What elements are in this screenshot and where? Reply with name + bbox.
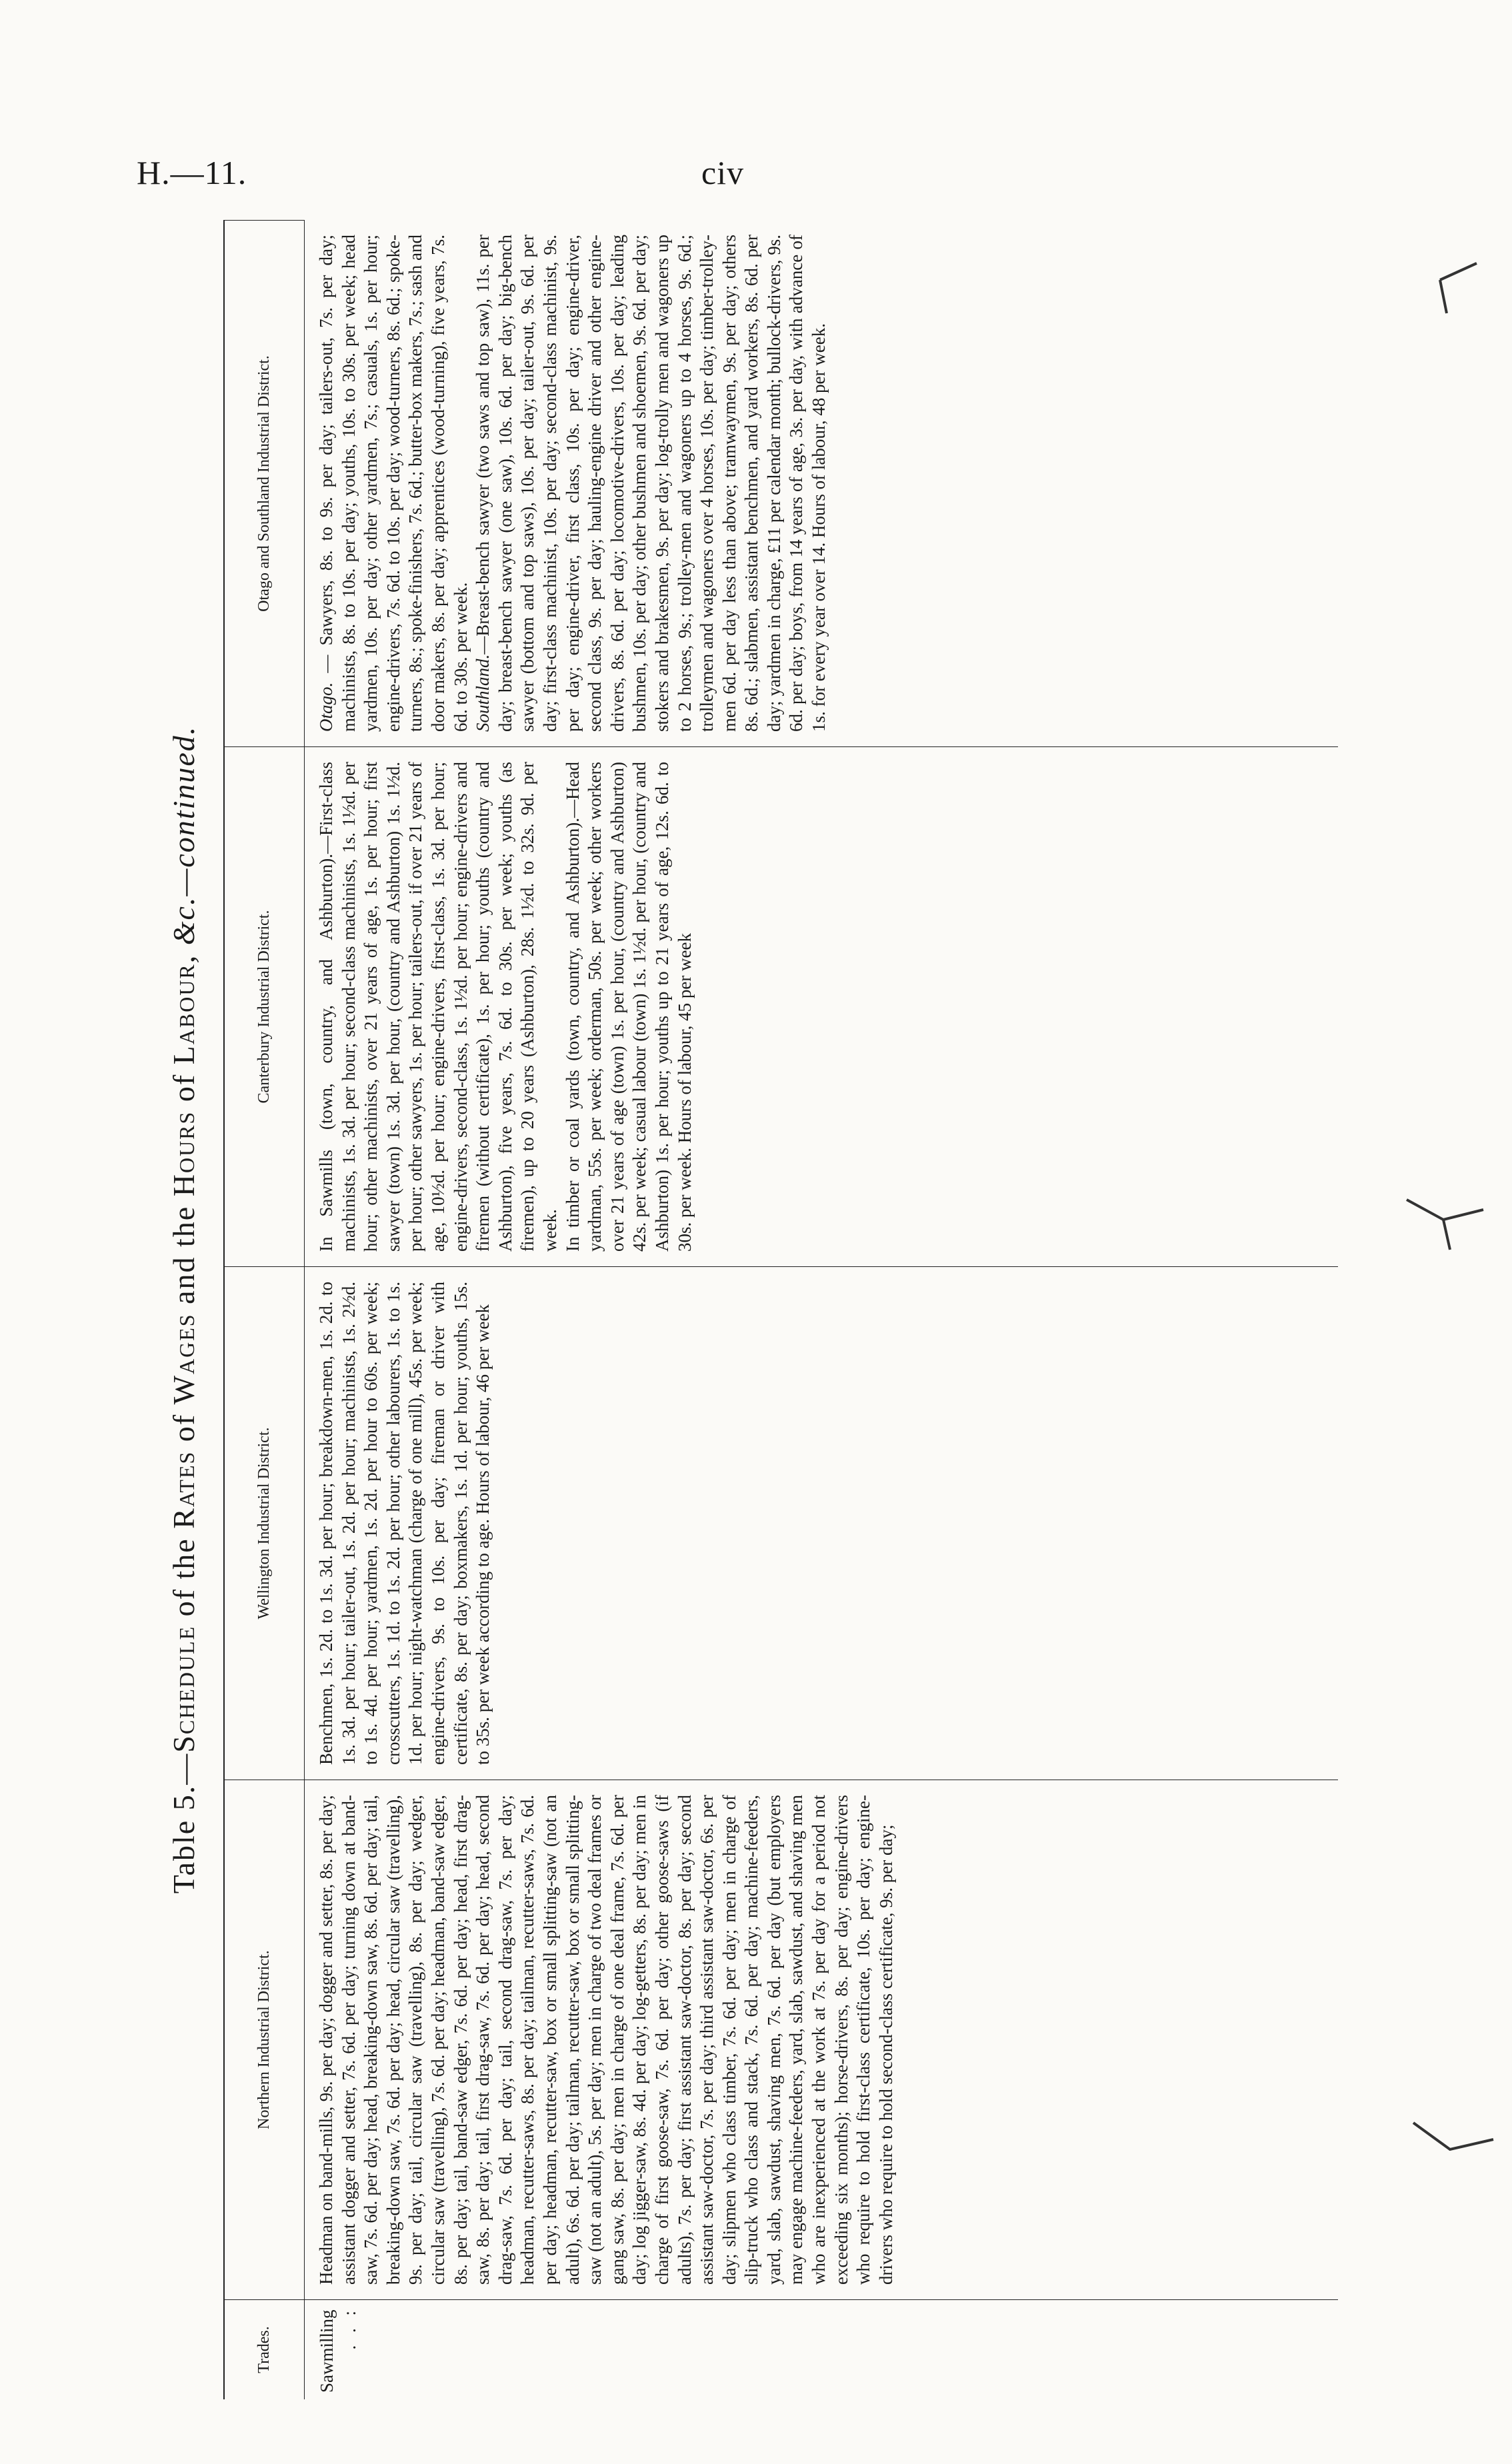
caption-join-1: of the xyxy=(166,1528,201,1626)
southland-rates xyxy=(472,235,831,732)
column-header-wellington: Wellington Industrial District. xyxy=(225,1266,305,1780)
caption-prefix: Table 5.— xyxy=(166,1752,201,1894)
northern-cell xyxy=(305,1780,1338,2299)
margin-tick-mark xyxy=(1440,263,1477,313)
column-header-northern: Northern Industrial District. xyxy=(225,1780,305,2299)
caption-join-3: and the xyxy=(166,1196,201,1314)
wellington-cell xyxy=(305,1266,1338,1780)
otago-rates-text: — Sawyers, 8s. to 9s. per day; tailers-out, 7s. per day; machinists, 8s. to 10s. per day; youths, 10s. to 30s. per week; head yardmen, 10s. per day; other yardmen, 7s.; casuals, 1s. per hour; engine-drivers, 7s. 6d. to 10s. per day; wood-turners, 8s. 6d.; spoke-turners, 8s.; spoke-finishers, 7s. 6d.; butter-box makers, 7s.; sash and door makers, 8s. per day; apprentices (wood-turning), five years, 7s. 6d. to 30s. per week. xyxy=(316,235,471,732)
southland-rates-text: —Breast-bench sawyer (two saws and top saw), 11s. per day; breast-bench sawyer (one saw), 10s. 6d. per day; big-bench sawyer (bottom and top saws), 10s. per day; tailer-out, 9s. 6d. per day; first-class machinist, 10s. per day; second-class machinist, 9s. per day; engine-driver, first class, 10s. per day; engine-driver, second class, 9s. per day; hauling-engine driver and other engine-drivers, 8s. 6d. per day; locomotive-drivers, 10s. per day; leading bushmen, 10s. per day; other bushmen and shoemen, 9s. 6d. per day; stokers and brakesmen, 9s. per day; log-trolly men and wagoners up to 2 horses, 9s.; trolley-men and wagoners up to 4 horses, 9s. 6d.; trolleymen and wagoners over 4 horses, 10s. per day; timber-trolley-men 6d. per day less than above; tramwaymen, 9s. per day; others 8s. 6d.; slabmen, assistant benchmen, and yard workers, 8s. 6d. per day; yardmen in charge, £11 per calendar month; bullock-drivers, 9s. 6d. per day; boys, from 14 years of age, 3s. per day, with advance of 1s. for every year over 14. Hours of labour, 48 per week. xyxy=(473,235,829,732)
otago-rates xyxy=(315,235,472,732)
trade-name: Sawmilling xyxy=(317,2309,337,2393)
canterbury-sawmills-rates: In Sawmills (town, country, and Ashburton).—First-class machinists, 1s. 3d. per hour; second-class machinists, 1s. 1½d. per hour; other machinists, over 21 years of age, 1s. per hour; first sawyer (town) 1s. 3d. per hour, (country and Ashburton) 1s. 1½d. per hour; other sawyers, 1s. per hour; tailers-out, if over 21 years of age, 10½d. per hour; engine-drivers, first-class, 1s. 3d. per hour; engine-drivers, second-class, 1s. 1½d. per hour; engine-drivers and firemen (without certificate), 1s. per hour; youths (country and Ashburton), five years, 7s. 6d. to 30s. per week; youths (as firemen), up to 20 years (Ashburton), 28s. 1½d. to 32s. 9d. per week. xyxy=(316,762,560,1252)
caption-word-labour: Labour xyxy=(166,963,201,1065)
column-header-otago-southland: Otago and Southland Industrial District. xyxy=(225,220,305,746)
trade-cell xyxy=(305,2299,1338,2399)
column-header-canterbury: Canterbury Industrial District. xyxy=(225,746,305,1266)
caption-word-hours: Hours xyxy=(166,1110,201,1197)
wages-table xyxy=(223,220,1338,2399)
rotated-table xyxy=(150,220,1343,2399)
caption-join-2: of xyxy=(166,1404,201,1451)
margin-tick-mark xyxy=(1407,1200,1483,1250)
canterbury-cell xyxy=(305,746,1338,1266)
rotated-table-region xyxy=(150,220,1343,2399)
column-header-trades: Trades. xyxy=(225,2299,305,2399)
otago-label: Otago. xyxy=(316,682,336,732)
margin-tick-mark xyxy=(1413,2123,1493,2149)
wellington-rates: Benchmen, 1s. 2d. to 1s. 3d. per hour; breakdown-men, 1s. 2d. to 1s. 3d. per hour; tailer-out, 1s. 2d. per hour; machinists, 1s. 2½d. to 1s. 4d. per hour; yardmen, 1s. 2d. per hour to 60s. per week; crosscutters, 1s. 1d. to 1s. 2d. per hour; other labourers, 1s. to 1s. 1d. per hour; night-watchman (charge of one mill), 45s. per week; engine-drivers, 9s. to 10s. per day; fireman or driver with certificate, 8s. per day; boxmakers, 1s. 1d. per hour; youths, 15s. to 35s. per week according to age. Hours of labour, 46 per week xyxy=(316,1282,493,1765)
caption-word-wages: Wages xyxy=(166,1313,201,1405)
trade-leader-dots: . . : xyxy=(339,2307,359,2350)
northern-rates: Headman on band-mills, 9s. per day; dogger and setter, 8s. per day; assistant dogger and setter, 7s. 6d. per day; turning down at band-saw, 7s. 6d. per day; head, breaking-down saw, 8s. 6d. per day; tail, breaking-down saw, 7s. 6d. per day; head, circular saw (travelling), 9s. per day; tail, circular saw (travelling), 8s. per day; wedger, circular saw (travelling), 7s. 6d. per day; headman, band-saw edger, 8s. per day; tail, band-saw edger, 7s. 6d. per day; head, first drag-saw, 8s. per day; tail, first drag-saw, 7s. 6d. per day; head, second drag-saw, 7s. 6d. per day; tail, second drag-saw, 7s. per day; headman, recutter-saws, 8s. per day; tailman, recutter-saws, 7s. 6d. per day; headman, recutter-saw, box or small splitting-saw (not an adult), 6s. 6d. per day; tailman, recutter-saw, box or small splitting-saw (not an adult), 5s. per day; men in charge of two deal frames or gang saw, 8s. per day; men in charge of one deal frame, 7s. 6d. per day; log jigger-saw, 8s. 4d. per day; log-getters, 8s. per day; men in charge of first goose-saw, 7s. 6d. per day; other goose-saws (if adults), 7s. per day; first assistant saw-doctor, 8s. per day; second assistant saw-doctor, 7s. per day; third assistant saw-doctor, 6s. per day; slipmen who class timber, 7s. 6d. per day; men in charge of slip-truck who class and stack, 7s. 6d. per day; machine-feeders, yard, slab, sawdust, shaving men, 7s. 6d. per day (but employers may engage machine-feeders, yard, slab, sawdust, and shaving men who are inexperienced at the work at 7s. per day for a period not exceeding six months); horse-drivers, 8s. per day; engine-drivers who require to hold first-class certificate, 10s. per day; engine-drivers who require to hold second-class certificate, 9s. per day; xyxy=(316,1795,896,2285)
canterbury-yards-rates: In timber or coal yards (town, country, and Ashburton).—Head yardman, 55s. per week; orderman, 50s. per week; other workers over 21 years of age (town) 1s. per hour, (country and Ashburton) 42s. per week; casual labour (town) 1s. 1½d. per hour, (country and Ashburton) 1s. per hour; youths up to 21 years of age, 12s. 6d. to 30s. per week. Hours of labour, 45 per week xyxy=(562,762,695,1252)
table-caption xyxy=(150,220,217,2399)
otago-southland-cell xyxy=(305,220,1338,746)
page-header-code: H.—11. xyxy=(137,154,247,191)
page-number: civ xyxy=(701,154,745,191)
caption-suffix: , &c.—continued. xyxy=(166,725,201,964)
caption-word-rates: Rates xyxy=(166,1450,201,1529)
southland-label: Southland. xyxy=(473,654,493,732)
caption-join-4: of xyxy=(166,1064,201,1111)
caption-word-schedule: Schedule xyxy=(166,1625,201,1753)
